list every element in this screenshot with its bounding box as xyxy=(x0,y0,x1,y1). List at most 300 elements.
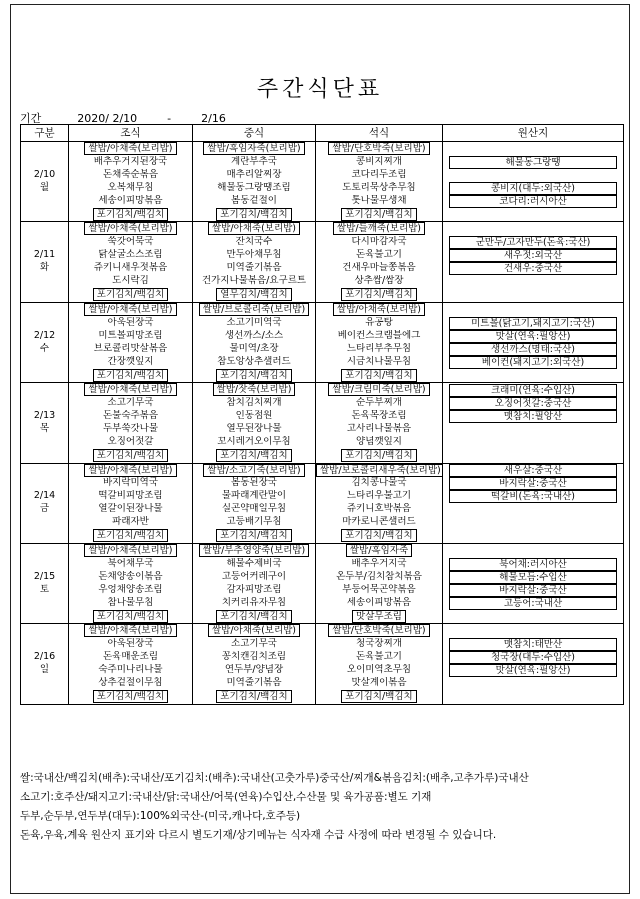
breakfast-item: 북어채무국 xyxy=(107,557,154,569)
dinner-cell xyxy=(316,651,443,664)
lunch-item: 쌀밥/브로콜리죽(보리밥) xyxy=(199,303,309,316)
breakfast-item: 쥬키니새우젓볶음 xyxy=(93,262,168,274)
origin-item: 새우살:중국산 xyxy=(449,464,617,477)
breakfast-item: 상추겉절이무침 xyxy=(98,677,163,689)
origin-item: 군만두/고자만두(돈육:국산) xyxy=(449,236,617,249)
origin-cell xyxy=(443,262,624,275)
dinner-cell xyxy=(316,397,443,410)
lunch-cell xyxy=(193,288,316,302)
lunch-cell xyxy=(193,302,316,316)
origin-cell xyxy=(443,677,624,690)
lunch-item: 봄동된장국 xyxy=(231,477,277,489)
lunch-cell xyxy=(193,436,316,449)
lunch-cell xyxy=(193,463,316,477)
dinner-cell xyxy=(316,182,443,195)
dinner-item: 쌀밥/크림미죽(보리밥) xyxy=(328,383,429,396)
breakfast-item: 소고기무국 xyxy=(107,397,154,409)
origin-cell xyxy=(443,317,624,330)
origin-cell xyxy=(443,624,624,638)
breakfast-item: 브로콜리맛살볶음 xyxy=(93,342,168,354)
day-date: 2/10 xyxy=(33,168,56,180)
breakfast-item: 쌀밥/아채죽(보리밥) xyxy=(84,383,176,396)
dinner-cell xyxy=(316,169,443,182)
breakfast-item: 포기김치/백김치 xyxy=(93,449,168,462)
dinner-item: 포기김치/백김치 xyxy=(341,208,416,221)
breakfast-cell xyxy=(69,156,193,169)
dinner-cell xyxy=(316,142,443,156)
menu-row xyxy=(21,343,624,356)
origin-cell xyxy=(443,664,624,677)
lunch-item: 포기김치/백김치 xyxy=(216,208,291,221)
breakfast-item: 세송이피망볶음 xyxy=(98,194,163,206)
dinner-cell xyxy=(316,584,443,597)
lunch-item: 참치김치찌개 xyxy=(226,397,282,409)
dinner-cell xyxy=(316,410,443,423)
breakfast-cell xyxy=(69,584,193,597)
dinner-cell xyxy=(316,664,443,677)
breakfast-item: 떡갈비피망조림 xyxy=(98,490,163,502)
lunch-item: 매추리알찌장 xyxy=(226,168,282,180)
breakfast-cell xyxy=(69,597,193,610)
lunch-item: 인동점원 xyxy=(235,410,273,422)
lunch-item: 쌀밥/흑임자죽(보리밥) xyxy=(203,142,304,155)
menu-row xyxy=(21,664,624,677)
breakfast-item: 바지락미역국 xyxy=(102,477,159,489)
breakfast-item: 포기김치/백김치 xyxy=(93,610,168,623)
breakfast-cell xyxy=(69,529,193,543)
lunch-cell xyxy=(193,571,316,584)
dinner-cell xyxy=(316,356,443,369)
menu-row xyxy=(21,236,624,249)
origin-item: 해물모듬:수입산 xyxy=(449,571,617,584)
dinner-item: 청국장찌개 xyxy=(356,638,402,650)
breakfast-item: 돈채양송이볶음 xyxy=(98,570,163,582)
lunch-item: 포기김치/백김치 xyxy=(216,690,291,703)
day-date: 2/13 xyxy=(33,410,56,422)
origin-cell xyxy=(443,529,624,543)
lunch-item: 계란부추국 xyxy=(231,155,277,167)
header-dinner: 석식 xyxy=(316,125,443,142)
dinner-item: 코다리두조림 xyxy=(351,168,407,180)
menu-row xyxy=(21,288,624,302)
breakfast-item: 간장깻잎지 xyxy=(107,355,154,367)
lunch-item: 열무김치/백김치 xyxy=(216,288,291,301)
day-date: 2/16 xyxy=(33,651,56,663)
breakfast-cell xyxy=(69,182,193,195)
lunch-item: 꼬시레거오이무침 xyxy=(217,435,291,447)
day-cell xyxy=(21,302,69,383)
lunch-cell xyxy=(193,490,316,503)
menu-row xyxy=(21,651,624,664)
lunch-cell xyxy=(193,195,316,208)
day-weekday: 금 xyxy=(39,503,50,515)
lunch-cell xyxy=(193,262,316,275)
origin-cell xyxy=(443,195,624,208)
breakfast-item: 미트볼피망조림 xyxy=(98,329,163,341)
dinner-cell xyxy=(316,383,443,397)
breakfast-cell xyxy=(69,222,193,236)
lunch-cell xyxy=(193,343,316,356)
dinner-item: 건새우마늘쫑볶음 xyxy=(342,262,416,274)
dinner-cell xyxy=(316,558,443,571)
day-cell xyxy=(21,142,69,222)
breakfast-item: 포기김치/백김치 xyxy=(93,690,168,703)
breakfast-cell xyxy=(69,410,193,423)
breakfast-item: 쌀밥/아채죽(보리밥) xyxy=(84,464,176,477)
menu-row xyxy=(21,262,624,275)
breakfast-cell xyxy=(69,302,193,316)
dinner-item: 쌀밥/들깨죽(보리밥) xyxy=(333,222,425,235)
dinner-item: 쌀밥/단호박죽(보리밥) xyxy=(328,142,429,155)
origin-item: 미트볼(닭고기,돼지고기:국산) xyxy=(449,317,617,330)
notes xyxy=(20,769,620,845)
breakfast-item: 오복채무침 xyxy=(107,181,154,193)
lunch-cell xyxy=(193,142,316,156)
lunch-cell xyxy=(193,330,316,343)
breakfast-cell xyxy=(69,275,193,288)
dinner-item: 시금치나물무침 xyxy=(346,355,412,367)
breakfast-cell xyxy=(69,436,193,449)
lunch-item: 소고기미역국 xyxy=(226,316,282,328)
origin-item: 맛살(연육:필앙산) xyxy=(449,330,617,343)
lunch-item: 고등배기무침 xyxy=(226,516,282,528)
origin-cell xyxy=(443,343,624,356)
dinner-item: 포기김치/백김치 xyxy=(341,449,416,462)
breakfast-item: 돈육매운조림 xyxy=(102,651,159,663)
breakfast-cell xyxy=(69,208,193,222)
breakfast-cell xyxy=(69,262,193,275)
lunch-item: 참도앙상추샐러드 xyxy=(217,355,291,367)
lunch-cell xyxy=(193,356,316,369)
day-cell xyxy=(21,624,69,704)
lunch-item: 쌀밥/소고기죽(보리밥) xyxy=(203,464,304,477)
lunch-cell xyxy=(193,690,316,704)
header-breakfast: 조식 xyxy=(69,125,193,142)
dinner-item: 쌀밥/보로콜리새우죽(보리밥) xyxy=(316,464,443,477)
dinner-cell xyxy=(316,208,443,222)
menu-row xyxy=(21,330,624,343)
breakfast-cell xyxy=(69,249,193,262)
dinner-item: 콩비지찌개 xyxy=(356,155,402,167)
lunch-cell xyxy=(193,249,316,262)
menu-body xyxy=(21,142,624,705)
lunch-cell xyxy=(193,222,316,236)
lunch-item: 포기김치/백김치 xyxy=(216,610,291,623)
menu-row xyxy=(21,436,624,449)
day-weekday: 수 xyxy=(39,342,50,354)
menu-row xyxy=(21,222,624,236)
breakfast-cell xyxy=(69,677,193,690)
lunch-cell xyxy=(193,410,316,423)
dinner-cell xyxy=(316,529,443,543)
lunch-item: 미역줄기볶음 xyxy=(226,677,282,689)
breakfast-item: 쑥갓어묵국 xyxy=(107,236,154,248)
origin-cell xyxy=(443,584,624,597)
lunch-item: 꽁치캔김치조림 xyxy=(221,651,287,663)
day-cell xyxy=(21,383,69,463)
dinner-item: 베이컨스크램블에그 xyxy=(337,329,421,341)
period-end: 2/16 xyxy=(201,112,226,125)
origin-cell xyxy=(443,142,624,156)
dinner-cell xyxy=(316,624,443,638)
breakfast-cell xyxy=(69,664,193,677)
breakfast-cell xyxy=(69,343,193,356)
note-line: 소고기:호주산/돼지고기:국내산/닭:국내산/어묵(연육)수입산,수산물 및 육가공품:별도 기재 xyxy=(20,791,432,803)
menu-row xyxy=(21,208,624,222)
breakfast-item: 돈불숙주볶음 xyxy=(102,410,159,422)
menu-row xyxy=(21,571,624,584)
menu-row xyxy=(21,503,624,516)
breakfast-item: 포기김치/백김치 xyxy=(93,529,168,542)
menu-row xyxy=(21,690,624,704)
menu-row xyxy=(21,195,624,208)
lunch-cell xyxy=(193,516,316,529)
lunch-item: 쌀밥/부추영양죽(보리밥) xyxy=(199,544,309,557)
lunch-cell xyxy=(193,677,316,690)
day-weekday: 월 xyxy=(39,181,50,193)
dinner-cell xyxy=(316,477,443,490)
breakfast-item: 오징어젓갈 xyxy=(107,435,154,447)
note-line: 두부,순두부,연두부(대두):100%외국산-(미국,캐나다,호주등) xyxy=(20,810,301,822)
day-date: 2/14 xyxy=(33,490,56,502)
lunch-cell xyxy=(193,182,316,195)
dinner-item: 쌀밥/아채죽(보리밥) xyxy=(333,303,425,316)
lunch-item: 만두아채무침 xyxy=(226,249,282,261)
menu-row xyxy=(21,677,624,690)
lunch-item: 잔치국수 xyxy=(235,236,273,248)
breakfast-cell xyxy=(69,490,193,503)
breakfast-item: 우엉채양송조림 xyxy=(98,583,163,595)
day-cell xyxy=(21,543,69,624)
menu-row xyxy=(21,356,624,369)
dinner-item: 다시마감자국 xyxy=(351,236,407,248)
breakfast-item: 쌀밥/아채죽(보리밥) xyxy=(84,544,176,557)
origin-cell xyxy=(443,249,624,262)
dinner-cell xyxy=(316,463,443,477)
origin-item: 코다리:러시아산 xyxy=(449,195,617,208)
lunch-cell xyxy=(193,156,316,169)
origin-cell xyxy=(443,597,624,610)
dinner-item: 부등어묵곤약볶음 xyxy=(342,583,416,595)
breakfast-cell xyxy=(69,169,193,182)
breakfast-item: 쌀밥/아채죽(보리밥) xyxy=(84,624,176,637)
breakfast-cell xyxy=(69,423,193,436)
origin-cell xyxy=(443,208,624,222)
lunch-cell xyxy=(193,624,316,638)
breakfast-cell xyxy=(69,449,193,463)
dinner-cell xyxy=(316,343,443,356)
origin-cell xyxy=(443,477,624,490)
breakfast-item: 쌀밥/아채죽(보리밥) xyxy=(84,142,176,155)
origin-cell xyxy=(443,369,624,383)
origin-item: 북어채:러시아산 xyxy=(449,558,617,571)
origin-cell xyxy=(443,423,624,436)
dinner-cell xyxy=(316,317,443,330)
breakfast-item: 숙주미나리나물 xyxy=(98,664,163,676)
origin-item: 청국장(대두:수입산) xyxy=(449,651,617,664)
breakfast-item: 아욱된장국 xyxy=(107,316,154,328)
menu-row xyxy=(21,369,624,383)
lunch-item: 실곤약매일무침 xyxy=(221,503,287,515)
dinner-item: 김치콩나물국 xyxy=(351,477,407,489)
menu-row xyxy=(21,558,624,571)
dinner-item: 느타리부추무침 xyxy=(346,342,412,354)
lunch-cell xyxy=(193,477,316,490)
menu-row xyxy=(21,142,624,156)
lunch-item: 열무된장나물 xyxy=(226,423,282,435)
lunch-item: 포기김치/백김치 xyxy=(216,529,291,542)
lunch-item: 물파래계란말이 xyxy=(221,490,287,502)
breakfast-item: 닭살굴소스조림 xyxy=(98,249,163,261)
dinner-item: 느타리우불고기 xyxy=(346,490,412,502)
dinner-item: 돈육불고기 xyxy=(356,651,402,663)
period-start: 2020/ 2/10 xyxy=(77,112,138,125)
lunch-item: 치커리유자무침 xyxy=(221,596,287,608)
breakfast-cell xyxy=(69,503,193,516)
menu-row xyxy=(21,182,624,195)
breakfast-item: 쌀밥/아채죽(보리밥) xyxy=(84,222,176,235)
breakfast-cell xyxy=(69,236,193,249)
lunch-item: 미역줄기볶음 xyxy=(226,262,282,274)
origin-cell xyxy=(443,503,624,516)
breakfast-item: 아욱된장국 xyxy=(107,638,154,650)
header-origin: 원산지 xyxy=(443,125,624,142)
origin-cell xyxy=(443,302,624,316)
lunch-cell xyxy=(193,651,316,664)
breakfast-cell xyxy=(69,690,193,704)
dinner-cell xyxy=(316,302,443,316)
menu-row xyxy=(21,529,624,543)
dinner-cell xyxy=(316,677,443,690)
lunch-cell xyxy=(193,169,316,182)
menu-row xyxy=(21,516,624,529)
dinner-item: 돈육불고기 xyxy=(356,249,402,261)
dinner-item: 쌀밥/흑임자죽 xyxy=(346,544,412,557)
origin-item: 베이컨(돼지고기:외국산) xyxy=(449,356,617,369)
dinner-item: 배추우거지국 xyxy=(351,557,407,569)
lunch-cell xyxy=(193,584,316,597)
lunch-cell xyxy=(193,317,316,330)
origin-item: 맷참치:태만산 xyxy=(449,638,617,651)
origin-cell xyxy=(443,410,624,423)
period-label: 기간 xyxy=(20,112,42,125)
dinner-item: 맛살계이볶음 xyxy=(351,677,407,689)
breakfast-cell xyxy=(69,558,193,571)
lunch-item: 포기김치/백김치 xyxy=(216,369,291,382)
header-row xyxy=(21,125,624,142)
menu-row xyxy=(21,397,624,410)
dinner-item: 상추쌈/쌈장 xyxy=(354,275,404,287)
lunch-cell xyxy=(193,638,316,651)
breakfast-cell xyxy=(69,142,193,156)
origin-cell xyxy=(443,463,624,477)
origin-item: 떡갈비(돈육:국내산) xyxy=(449,490,617,503)
lunch-item: 쌀밥/잣죽(보리밥) xyxy=(213,383,296,396)
breakfast-item: 포기김치/백김치 xyxy=(93,208,168,221)
origin-cell xyxy=(443,543,624,557)
note-line: 쌀:국내산/백김치(배추):국내산/포기김치:(배추):국내산(고춧가루)중국산/찌개&볶음김치:(배추,고추가루)국내산 xyxy=(20,772,529,784)
breakfast-item: 쌀밥/아채죽(보리밥) xyxy=(84,303,176,316)
lunch-cell xyxy=(193,664,316,677)
lunch-item: 소고기무국 xyxy=(231,638,277,650)
dinner-cell xyxy=(316,436,443,449)
breakfast-item: 돈채죽순볶음 xyxy=(102,168,159,180)
lunch-item: 고등어커레구이 xyxy=(221,570,287,582)
dinner-cell xyxy=(316,597,443,610)
menu-row xyxy=(21,638,624,651)
breakfast-cell xyxy=(69,369,193,383)
header-lunch: 중식 xyxy=(193,125,316,142)
menu-row xyxy=(21,624,624,638)
origin-cell xyxy=(443,182,624,195)
lunch-item: 포기김치/백김치 xyxy=(216,449,291,462)
dinner-cell xyxy=(316,288,443,302)
menu-row xyxy=(21,156,624,169)
origin-cell xyxy=(443,156,624,169)
dinner-cell xyxy=(316,222,443,236)
menu-row xyxy=(21,423,624,436)
day-weekday: 토 xyxy=(39,583,50,595)
menu-row xyxy=(21,597,624,610)
breakfast-item: 열갈이된장나물 xyxy=(98,503,163,515)
dinner-item: 쥬키니호박볶음 xyxy=(346,503,412,515)
dinner-cell xyxy=(316,449,443,463)
dinner-item: 포기김치/백김치 xyxy=(341,369,416,382)
dinner-cell xyxy=(316,330,443,343)
origin-cell xyxy=(443,490,624,503)
header-category: 구분 xyxy=(21,125,69,142)
dinner-cell xyxy=(316,423,443,436)
dinner-cell xyxy=(316,690,443,704)
origin-item: 바지락살:중국산 xyxy=(449,584,617,597)
origin-cell xyxy=(443,236,624,249)
lunch-cell xyxy=(193,369,316,383)
day-date: 2/11 xyxy=(33,249,56,261)
lunch-item: 쌀밥/아채죽(보리밥) xyxy=(208,222,300,235)
dinner-cell xyxy=(316,490,443,503)
dinner-cell xyxy=(316,610,443,624)
dinner-cell xyxy=(316,262,443,275)
note-line: 돈육,우육,계육 원산지 표기와 다르시 별도기재/상기메뉴는 식자재 수급 사정에 따라 변경될 수 있습니다. xyxy=(20,829,497,841)
period-dash: - xyxy=(167,112,172,125)
dinner-item: 고사리나물볶음 xyxy=(346,423,412,435)
lunch-item: 쌀밥/아채죽(보리밥) xyxy=(208,624,300,637)
breakfast-cell xyxy=(69,330,193,343)
dinner-cell xyxy=(316,236,443,249)
lunch-item: 연두부/양념장 xyxy=(224,664,284,676)
dinner-cell xyxy=(316,638,443,651)
lunch-cell xyxy=(193,423,316,436)
origin-cell xyxy=(443,516,624,529)
origin-cell xyxy=(443,383,624,397)
breakfast-cell xyxy=(69,288,193,302)
dinner-cell xyxy=(316,369,443,383)
breakfast-item: 포기김치/백김치 xyxy=(93,369,168,382)
origin-item: 오징어젓갈:중국산 xyxy=(449,397,617,410)
origin-cell xyxy=(443,449,624,463)
origin-item: 생선까스(명태:국산) xyxy=(449,343,617,356)
lunch-cell xyxy=(193,543,316,557)
lunch-item: 생선까스/소스 xyxy=(224,329,284,341)
origin-cell xyxy=(443,571,624,584)
breakfast-cell xyxy=(69,317,193,330)
lunch-item: 해물수제비국 xyxy=(226,557,282,569)
origin-cell xyxy=(443,356,624,369)
menu-row xyxy=(21,275,624,288)
origin-item: 고등어:국내산 xyxy=(449,597,617,610)
origin-item: 건새우:중국산 xyxy=(449,262,617,275)
breakfast-item: 참나물무침 xyxy=(107,596,154,608)
